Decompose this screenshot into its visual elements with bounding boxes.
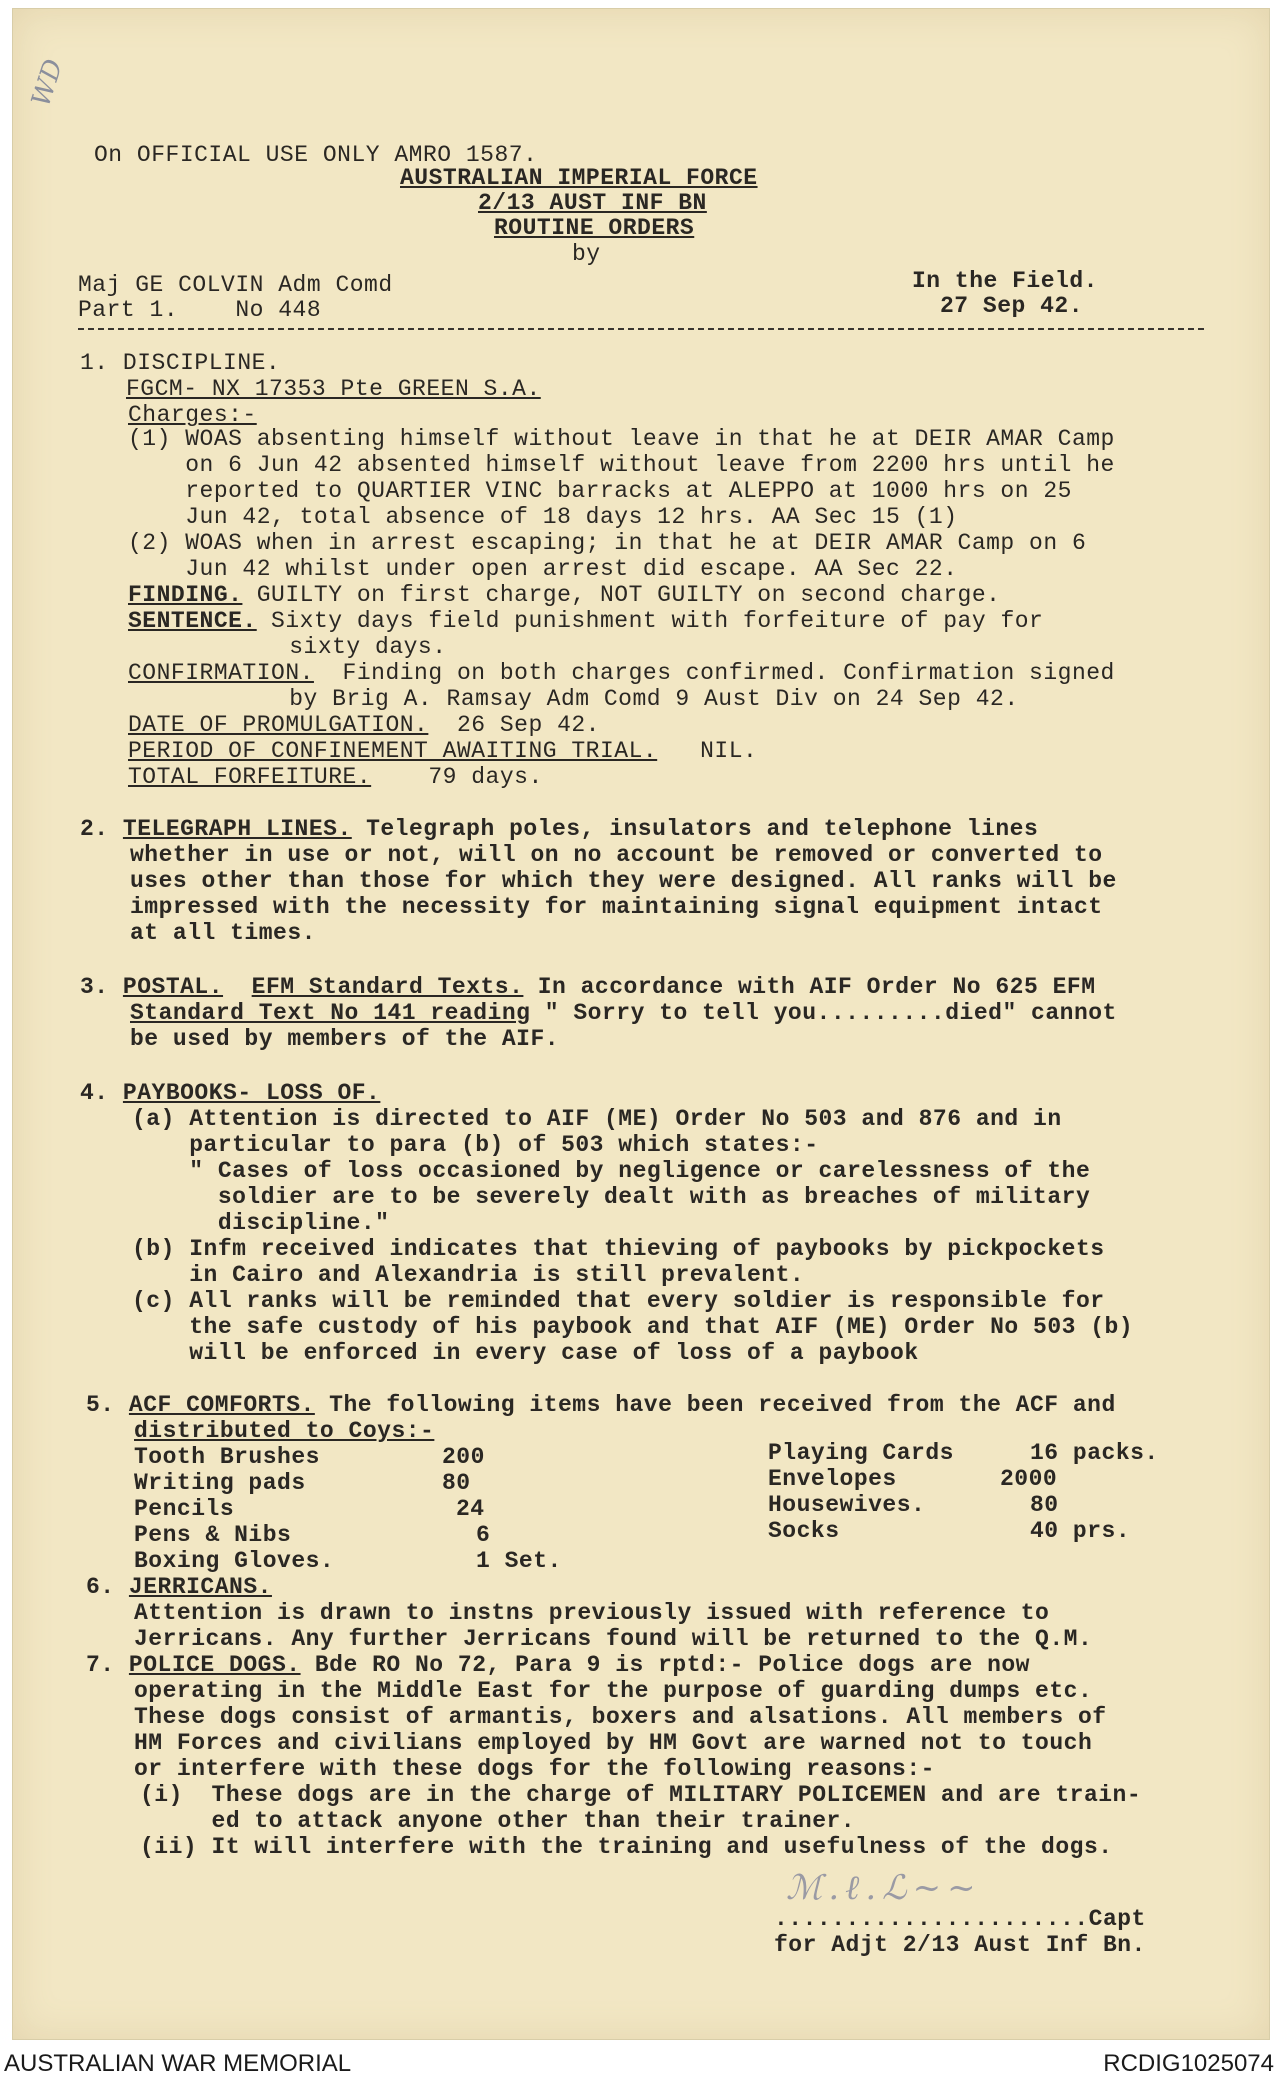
footer-id: RCDIG1025074 (1103, 2050, 1274, 2077)
location-line: In the Field. (912, 268, 1098, 294)
section-police-dogs-line-1 (86, 1652, 1030, 1678)
confirmation-cont: by Brig A. Ramsay Adm Comd 9 Aust Div on 24 Sep 42. (232, 686, 1019, 712)
comfort-qty: 1 Set. (476, 1548, 562, 1574)
finding-text: GUILTY on first charge, NOT GUILTY on second charge. (242, 582, 1001, 608)
finding-label: FINDING. (128, 582, 243, 608)
finding-line (128, 582, 1000, 608)
comfort-qty: 80 (442, 1470, 471, 1496)
paybooks-b-1: (b) Infm received indicates that thieving of paybooks by pickpockets (132, 1236, 1105, 1262)
comfort-qty: 200 (442, 1444, 485, 1470)
confirmation-label: CONFIRMATION. (128, 660, 314, 686)
charge-2-line-1: (2) WOAS when in arrest escaping; in that he at DEIR AMAR Camp on 6 (128, 530, 1087, 556)
paybooks-a-3: " Cases of loss occasioned by negligence or carelessness of the (132, 1158, 1091, 1184)
paybooks-a-4: soldier are to be severely dealt with as breaches of military (132, 1184, 1091, 1210)
acf-line-2: distributed to Coys:- (134, 1418, 435, 1444)
comfort-item: Playing Cards (768, 1440, 954, 1466)
acf-label: ACF COMFORTS. (128, 1392, 315, 1418)
title-by: by (572, 241, 601, 267)
forfeiture-line (128, 764, 543, 790)
jerricans-line-1: Attention is drawn to instns previously issued with reference to (134, 1600, 1050, 1626)
confinement-line (128, 738, 757, 764)
restriction-line: On OFFICIAL USE ONLY AMRO 1587. (94, 142, 538, 168)
section-discipline-heading: 1. DISCIPLINE. (80, 350, 281, 376)
comfort-item: Envelopes (768, 1466, 897, 1492)
telegraph-text: Telegraph poles, insulators and telephone lines (351, 816, 1039, 842)
jerricans-line-2: Jerricans. Any further Jerricans found will be returned to the Q.M. (134, 1626, 1093, 1652)
part-number: Part 1. No 448 (78, 297, 322, 323)
fgcm-line: FGCM- NX 17353 Pte GREEN S.A. (126, 376, 541, 402)
paybooks-b-2: in Cairo and Alexandria is still prevalent. (132, 1262, 805, 1288)
sentence-line (128, 608, 1043, 634)
section-6-number: 6. (86, 1574, 115, 1600)
postal-text: In accordance with AIF Order No 625 EFM (523, 974, 1096, 1000)
title-battalion: 2/13 AUST INF BN (478, 190, 707, 216)
sentence-label: SENTENCE. (128, 608, 257, 634)
postal-label: POSTAL. (122, 974, 224, 1000)
comfort-item: Tooth Brushes (134, 1444, 320, 1470)
telegraph-line-4: impressed with the necessity for maintaining signal equipment intact (130, 894, 1103, 920)
postal-line-3: be used by members of the AIF. (130, 1026, 560, 1052)
title-force: AUSTRALIAN IMPERIAL FORCE (400, 165, 758, 191)
confinement-label: PERIOD OF CONFINEMENT AWAITING TRIAL. (128, 738, 658, 764)
police-dogs-reason-2: (ii) It will interfere with the training and usefulness of the dogs. (140, 1834, 1113, 1860)
commander-line: Maj GE COLVIN Adm Comd (78, 272, 393, 298)
charge-1-line-1: (1) WOAS absenting himself without leave in that he at DEIR AMAR Camp (128, 426, 1115, 452)
comfort-item: Socks (768, 1518, 840, 1544)
comfort-qty: 6 (476, 1522, 491, 1548)
postal-line-2 (130, 1000, 1117, 1026)
police-dogs-line-4: HM Forces and civilians employed by HM Govt are warned not to touch (134, 1730, 1093, 1756)
signoff-dots: ......................Capt (774, 1906, 1146, 1932)
postal-text-2: " Sorry to tell you.........died" cannot (530, 1000, 1117, 1026)
sentence-cont: sixty days. (232, 634, 447, 660)
paybooks-c-3: will be enforced in every case of loss of a paybook (132, 1340, 919, 1366)
charge-2-line-2: Jun 42 whilst under open arrest did escape. AA Sec 22. (128, 556, 958, 582)
paybooks-c-1: (c) All ranks will be reminded that every soldier is responsible for (132, 1288, 1105, 1314)
section-5-number: 5. (86, 1392, 115, 1418)
charge-1-line-3: reported to QUARTIER VINC barracks at ALEPPO at 1000 hrs on 25 (128, 478, 1072, 504)
comfort-item: Housewives. (768, 1492, 926, 1518)
date-line: 27 Sep 42. (940, 293, 1084, 319)
comfort-qty: 80 (1030, 1492, 1059, 1518)
jerricans-label: JERRICANS. (128, 1574, 272, 1600)
police-dogs-line-2: operating in the Middle East for the purpose of guarding dumps etc. (134, 1678, 1093, 1704)
paybooks-a-5: discipline." (132, 1210, 390, 1236)
paybooks-a-2: particular to para (b) of 503 which states:- (132, 1132, 819, 1158)
confirmation-line (128, 660, 1115, 686)
section-7-number: 7. (86, 1652, 115, 1678)
footer-source: AUSTRALIAN WAR MEMORIAL (4, 2050, 352, 2077)
promulgation-line (128, 712, 600, 738)
forfeiture-label: TOTAL FORFEITURE. (128, 764, 372, 790)
comfort-item: Pens & Nibs (134, 1522, 292, 1548)
comfort-qty: 2000 (1000, 1466, 1058, 1492)
efm-standard-texts: EFM Standard Texts. (251, 974, 524, 1000)
confirmation-text: Finding on both charges confirmed. Confirmation signed (313, 660, 1115, 686)
comfort-qty: 24 (456, 1496, 485, 1522)
section-acf-line-1 (86, 1392, 1116, 1418)
paybooks-c-2: the safe custody of his paybook and that AIF (ME) Order No 503 (b) (132, 1314, 1134, 1340)
police-dogs-reason-1-cont: ed to attack anyone other than their trainer. (140, 1808, 856, 1834)
paybooks-label: PAYBOOKS- LOSS OF. (122, 1080, 381, 1106)
sentence-text: Sixty days field punishment with forfeiture of pay for (256, 608, 1044, 634)
police-dogs-label: POLICE DOGS. (128, 1652, 301, 1678)
acf-text: The following items have been received from the ACF and (314, 1392, 1116, 1418)
charge-1-line-2: on 6 Jun 42 absented himself without leave from 2200 hrs until he (128, 452, 1115, 478)
confinement-text: NIL. (657, 738, 758, 764)
paybooks-a-1: (a) Attention is directed to AIF (ME) Order No 503 and 876 and in (132, 1106, 1062, 1132)
telegraph-line-2: whether in use or not, will on no account be removed or converted to (130, 842, 1103, 868)
handwritten-annotation: WD (26, 55, 70, 111)
telegraph-line-3: uses other than those for which they were designed. All ranks will be (130, 868, 1117, 894)
police-dogs-text: Bde RO No 72, Para 9 is rptd:- Police dogs are now (300, 1652, 1030, 1678)
promulgation-label: DATE OF PROMULGATION. (128, 712, 429, 738)
comfort-item: Pencils (134, 1496, 235, 1522)
signature-image: ℳ.ℓ.ℒ~~ (786, 1868, 982, 1908)
section-jerricans-heading (86, 1574, 272, 1600)
comfort-qty: 40 prs. (1030, 1518, 1131, 1544)
section-4-number: 4. (80, 1080, 109, 1106)
charge-1-line-4: Jun 42, total absence of 18 days 12 hrs. AA Sec 15 (1) (128, 504, 958, 530)
section-3-number: 3. (80, 974, 109, 1000)
telegraph-line-5: at all times. (130, 920, 316, 946)
section-telegraph-line-1 (80, 816, 1038, 842)
signoff-adjutant: for Adjt 2/13 Aust Inf Bn. (774, 1932, 1146, 1958)
comfort-item: Boxing Gloves. (134, 1548, 335, 1574)
title-routine-orders: ROUTINE ORDERS (494, 215, 695, 241)
promulgation-text: 26 Sep 42. (428, 712, 600, 738)
police-dogs-reason-1: (i) These dogs are in the charge of MILITARY POLICEMEN and are train- (140, 1782, 1142, 1808)
comfort-qty: 16 packs. (1030, 1440, 1159, 1466)
forfeiture-text: 79 days. (371, 764, 543, 790)
comfort-item: Writing pads (134, 1470, 306, 1496)
police-dogs-line-3: These dogs consist of armantis, boxers and alsations. All members of (134, 1704, 1107, 1730)
section-paybooks-heading (80, 1080, 380, 1106)
standard-text-141: Standard Text No 141 reading (130, 1000, 531, 1026)
header-divider (78, 328, 1204, 330)
telegraph-label: TELEGRAPH LINES. (122, 816, 352, 842)
section-2-number: 2. (80, 816, 109, 842)
charges-label: Charges:- (128, 402, 257, 428)
police-dogs-line-5: or interfere with these dogs for the following reasons:- (134, 1756, 935, 1782)
section-postal-line-1 (80, 974, 1096, 1000)
